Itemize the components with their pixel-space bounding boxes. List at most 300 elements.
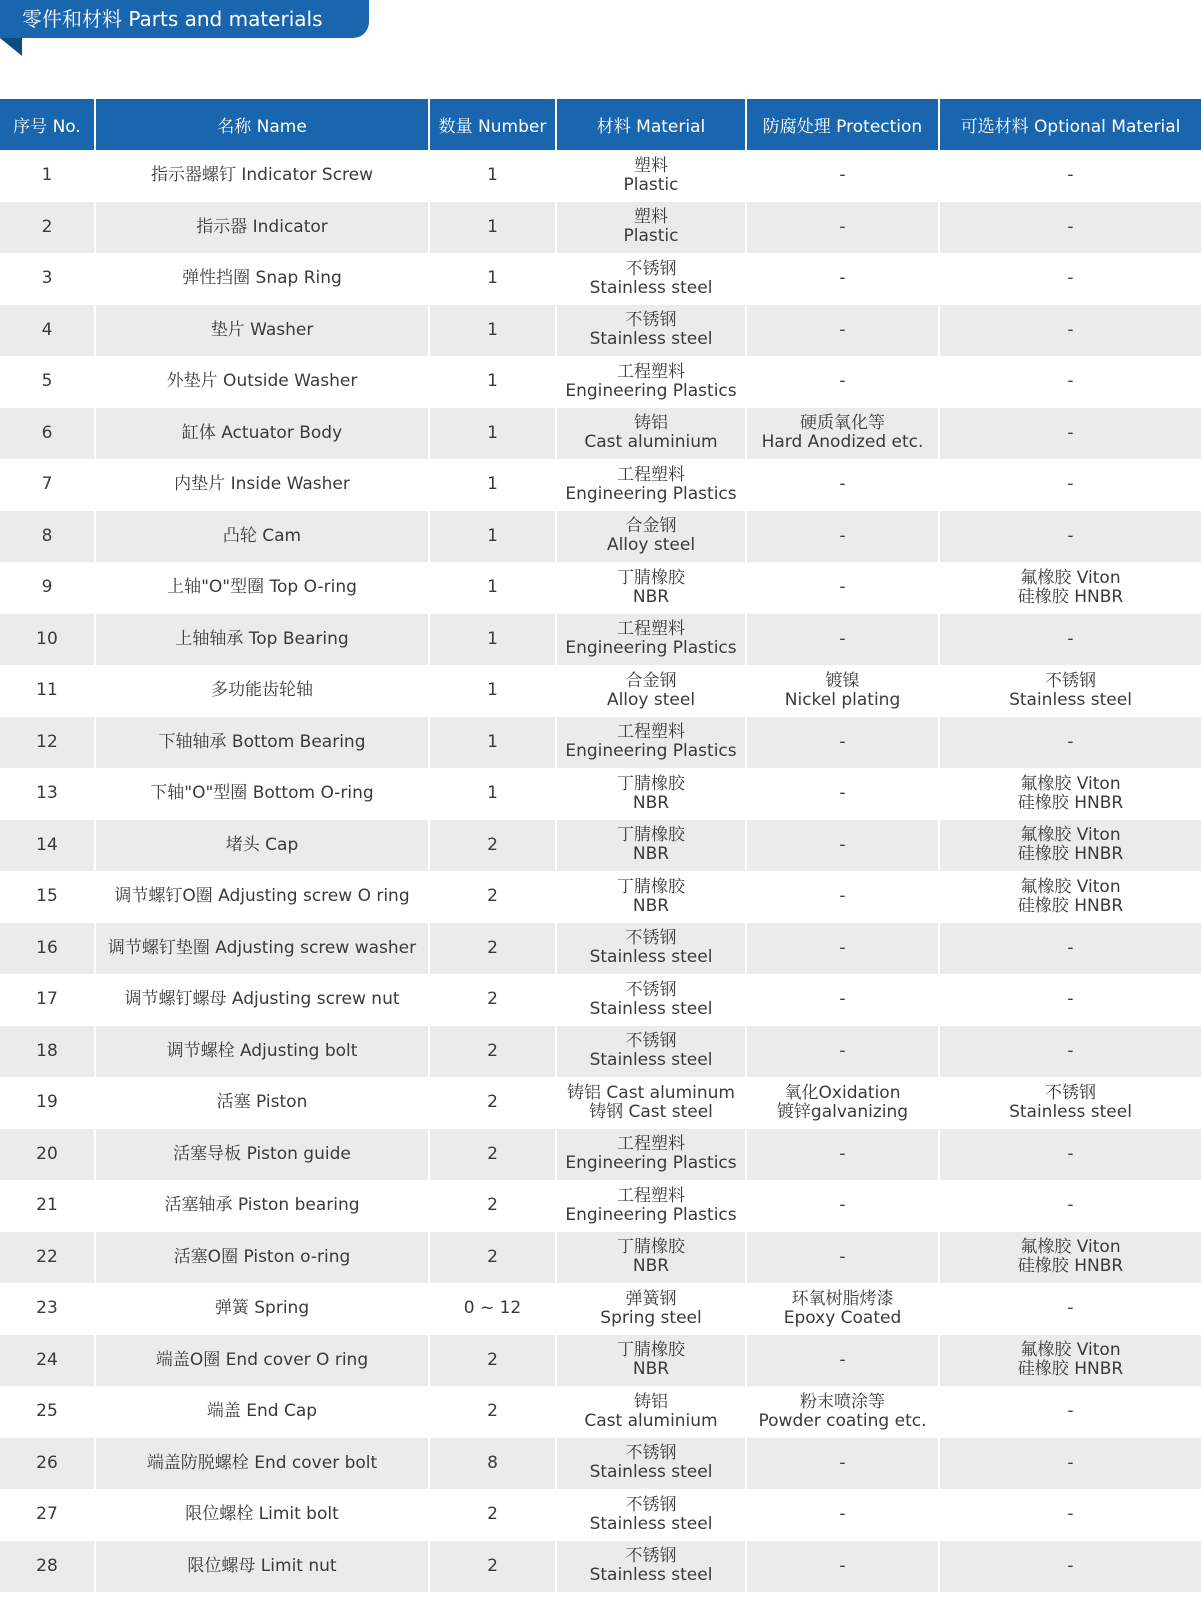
cell-number: 1 — [429, 768, 556, 820]
cell-optional-material — [939, 974, 1201, 1026]
cell-optional-material — [939, 305, 1201, 357]
table-row — [0, 150, 1201, 202]
cell-number: 2 — [429, 1232, 556, 1284]
cell-no: 20 — [0, 1129, 95, 1181]
cell-optional-material — [939, 1541, 1201, 1593]
cell-material — [556, 665, 746, 717]
cell-name: 垫片 Washer — [95, 305, 429, 357]
cell-material — [556, 717, 746, 769]
cell-protection-line: - — [839, 1452, 846, 1473]
cell-optional-material-line: - — [1067, 1401, 1074, 1422]
cell-protection-line: - — [839, 937, 846, 958]
cell-number: 2 — [429, 1335, 556, 1387]
cell-protection — [746, 562, 939, 614]
cell-number: 1 — [429, 511, 556, 563]
cell-material-line: Plastic — [623, 226, 679, 247]
table-row — [0, 562, 1201, 614]
cell-optional-material-line: 不锈钢 — [1045, 670, 1096, 691]
cell-name: 活塞 Piston — [95, 1077, 429, 1129]
cell-no: 26 — [0, 1438, 95, 1490]
cell-protection — [746, 871, 939, 923]
cell-material — [556, 202, 746, 254]
cell-protection-line: - — [839, 731, 846, 752]
cell-name: 内垫片 Inside Washer — [95, 459, 429, 511]
cell-material-line: Stainless steel — [589, 1462, 713, 1483]
cell-optional-material-line: - — [1067, 474, 1074, 495]
cell-material-line: Engineering Plastics — [565, 1153, 737, 1174]
cell-number: 2 — [429, 820, 556, 872]
cell-name: 活塞O圈 Piston o-ring — [95, 1232, 429, 1284]
cell-material — [556, 1283, 746, 1335]
cell-optional-material — [939, 717, 1201, 769]
cell-material-line: 工程塑料 — [617, 722, 685, 743]
cell-protection-line: - — [839, 989, 846, 1010]
table-row — [0, 1489, 1201, 1541]
cell-material — [556, 1489, 746, 1541]
cell-number: 1 — [429, 562, 556, 614]
cell-material-line: Cast aluminium — [584, 1410, 718, 1431]
cell-material-line: Engineering Plastics — [565, 741, 737, 762]
cell-no: 24 — [0, 1335, 95, 1387]
cell-name: 下轴"O"型圈 Bottom O-ring — [95, 768, 429, 820]
cell-material — [556, 253, 746, 305]
cell-material — [556, 768, 746, 820]
cell-no: 3 — [41, 268, 53, 289]
cell-name: 缸体 Actuator Body — [95, 408, 429, 460]
cell-protection — [746, 511, 939, 563]
cell-protection-line: Epoxy Coated — [783, 1307, 902, 1328]
column-header-material: 材料 Material — [556, 99, 746, 150]
cell-no: 27 — [36, 1504, 58, 1525]
cell-name: 活塞轴承 Piston bearing — [95, 1180, 429, 1232]
cell-protection — [746, 1386, 939, 1438]
cell-protection-line: 镀锌galvanizing — [776, 1101, 909, 1122]
table-row — [0, 253, 1201, 305]
cell-no: 7 — [41, 474, 53, 495]
cell-name: 端盖O圈 End cover O ring — [95, 1335, 429, 1387]
cell-optional-material-line: 硅橡胶 HNBR — [1017, 586, 1124, 607]
cell-number: 2 — [429, 1026, 556, 1078]
cell-number: 1 — [429, 665, 556, 717]
cell-optional-material — [939, 1335, 1201, 1387]
cell-optional-material — [939, 1386, 1201, 1438]
cell-number: 0 ~ 12 — [429, 1283, 556, 1335]
cell-protection-line: - — [839, 1555, 846, 1576]
cell-material-line: Alloy steel — [606, 689, 696, 710]
cell-protection-line: - — [839, 165, 846, 186]
cell-number: 1 — [429, 459, 556, 511]
cell-optional-material-line: - — [1067, 1195, 1074, 1216]
cell-material-line: 合金钢 — [625, 670, 677, 691]
cell-protection — [746, 150, 939, 202]
cell-material-line: 丁腈橡胶 — [617, 876, 685, 897]
table-row — [0, 1541, 1201, 1593]
cell-material — [556, 356, 746, 408]
cell-protection-line: - — [839, 1143, 846, 1164]
table-row — [0, 717, 1201, 769]
cell-optional-material — [939, 511, 1201, 563]
cell-optional-material — [939, 1129, 1201, 1181]
cell-protection-line: - — [839, 525, 846, 546]
cell-material-line: Alloy steel — [606, 535, 696, 556]
cell-protection-line: - — [839, 319, 846, 340]
cell-material-line: 丁腈橡胶 — [617, 1340, 685, 1361]
cell-no: 9 — [41, 577, 53, 598]
table-row — [0, 305, 1201, 357]
cell-protection — [746, 614, 939, 666]
cell-no: 25 — [36, 1401, 58, 1422]
cell-no: 13 — [36, 783, 58, 804]
table-row — [0, 1283, 1201, 1335]
cell-protection-line: - — [839, 1504, 846, 1525]
cell-number: 1 — [429, 253, 556, 305]
cell-material — [556, 1232, 746, 1284]
cell-material — [556, 150, 746, 202]
cell-name: 上轴"O"型圈 Top O-ring — [95, 562, 429, 614]
cell-material-line: 丁腈橡胶 — [617, 567, 685, 588]
cell-material-line: NBR — [632, 895, 670, 916]
cell-optional-material — [939, 923, 1201, 975]
table-row — [0, 974, 1201, 1026]
cell-no: 22 — [0, 1232, 95, 1284]
cell-material-line: NBR — [632, 1256, 670, 1277]
cell-optional-material-line: Stainless steel — [1009, 689, 1132, 710]
cell-protection — [746, 1335, 939, 1387]
cell-no: 1 — [41, 165, 53, 186]
cell-material-line: 工程塑料 — [617, 1134, 685, 1155]
cell-protection — [746, 408, 939, 460]
table-row — [0, 459, 1201, 511]
cell-protection-line: 氧化Oxidation — [784, 1082, 901, 1103]
cell-material-line: 工程塑料 — [617, 464, 685, 485]
cell-name: 指示器螺钉 Indicator Screw — [95, 150, 429, 202]
table-row — [0, 1438, 1201, 1490]
table-row — [0, 202, 1201, 254]
cell-name: 调节螺钉螺母 Adjusting screw nut — [95, 974, 429, 1026]
cell-optional-material-line: 硅橡胶 HNBR — [1017, 895, 1124, 916]
cell-no: 6 — [0, 408, 95, 460]
cell-no: 12 — [0, 717, 95, 769]
cell-protection-line: - — [839, 783, 846, 804]
cell-optional-material — [939, 1077, 1201, 1129]
cell-optional-material — [939, 1489, 1201, 1541]
cell-name: 调节螺钉O圈 Adjusting screw O ring — [95, 871, 429, 923]
cell-material-line: Engineering Plastics — [565, 380, 737, 401]
cell-optional-material-line: - — [1067, 1143, 1074, 1164]
cell-number: 2 — [429, 1386, 556, 1438]
cell-material — [556, 305, 746, 357]
cell-optional-material-line: 硅橡胶 HNBR — [1017, 792, 1124, 813]
cell-material-line: 不锈钢 — [625, 310, 677, 331]
cell-no: 17 — [36, 989, 58, 1010]
cell-material — [556, 1026, 746, 1078]
cell-number: 1 — [429, 356, 556, 408]
cell-optional-material-line: - — [1067, 422, 1074, 443]
cell-material-line: 工程塑料 — [617, 1185, 685, 1206]
cell-material-line: 合金钢 — [625, 516, 677, 537]
cell-number: 1 — [429, 717, 556, 769]
table-row — [0, 768, 1201, 820]
cell-optional-material-line: - — [1067, 1452, 1074, 1473]
cell-name: 凸轮 Cam — [95, 511, 429, 563]
cell-material — [556, 562, 746, 614]
cell-no: 23 — [36, 1298, 58, 1319]
cell-material-line: Engineering Plastics — [565, 1204, 737, 1225]
cell-name: 端盖 End Cap — [95, 1386, 429, 1438]
cell-optional-material-line: - — [1067, 731, 1074, 752]
cell-material — [556, 1077, 746, 1129]
cell-no: 5 — [41, 371, 53, 392]
cell-protection — [746, 820, 939, 872]
table-row — [0, 511, 1201, 563]
table-row — [0, 923, 1201, 975]
column-header-protection: 防腐处理 Protection — [746, 99, 939, 150]
cell-material-line: 不锈钢 — [625, 258, 677, 279]
cell-material-line: Stainless steel — [589, 1565, 713, 1586]
column-header-no: 序号 No. — [0, 99, 95, 150]
table-row — [0, 1386, 1201, 1438]
cell-material-line: Stainless steel — [589, 947, 713, 968]
cell-protection-line: 粉末喷涂等 — [800, 1391, 885, 1412]
cell-protection-line: 镀镍 — [825, 670, 860, 691]
cell-no: 4 — [0, 305, 95, 357]
cell-no: 16 — [0, 923, 95, 975]
table-body — [0, 150, 1201, 1592]
column-header-optional-material: 可选材料 Optional Material — [939, 99, 1201, 150]
cell-protection-line: - — [839, 1040, 846, 1061]
cell-name: 调节螺栓 Adjusting bolt — [95, 1026, 429, 1078]
cell-optional-material-line: - — [1067, 525, 1074, 546]
cell-material-line: 铸铝 — [634, 1391, 668, 1412]
cell-protection — [746, 1438, 939, 1490]
cell-no: 8 — [0, 511, 95, 563]
table-header-row — [0, 99, 1201, 150]
cell-optional-material — [939, 356, 1201, 408]
cell-name: 弹簧 Spring — [95, 1283, 429, 1335]
cell-protection — [746, 1489, 939, 1541]
parts-table — [0, 99, 1201, 1592]
cell-number: 1 — [429, 202, 556, 254]
cell-material — [556, 408, 746, 460]
cell-material-line: Stainless steel — [589, 998, 713, 1019]
cell-number: 2 — [429, 1129, 556, 1181]
cell-material — [556, 974, 746, 1026]
cell-optional-material-line: - — [1067, 1040, 1074, 1061]
cell-material — [556, 511, 746, 563]
column-header-name: 名称 Name — [95, 99, 429, 150]
cell-name: 多功能齿轮轴 — [95, 665, 429, 717]
cell-material-line: 不锈钢 — [625, 1546, 677, 1567]
table-row — [0, 1232, 1201, 1284]
cell-protection-line: 硬质氧化等 — [800, 413, 885, 434]
cell-protection — [746, 665, 939, 717]
cell-number: 2 — [429, 1541, 556, 1593]
cell-optional-material-line: 氟橡胶 Viton — [1020, 825, 1121, 846]
cell-material — [556, 1541, 746, 1593]
cell-material-line: 丁腈橡胶 — [617, 825, 685, 846]
cell-protection-line: 环氧树脂烤漆 — [791, 1288, 894, 1309]
cell-no: 10 — [0, 614, 95, 666]
cell-protection-line: - — [839, 834, 846, 855]
cell-number: 2 — [429, 871, 556, 923]
cell-material-line: 工程塑料 — [617, 361, 685, 382]
cell-optional-material-line: 氟橡胶 Viton — [1020, 773, 1121, 794]
cell-optional-material — [939, 150, 1201, 202]
cell-optional-material — [939, 820, 1201, 872]
cell-material-line: 不锈钢 — [625, 1031, 677, 1052]
cell-material — [556, 459, 746, 511]
cell-protection — [746, 202, 939, 254]
cell-name: 下轴轴承 Bottom Bearing — [95, 717, 429, 769]
cell-number: 1 — [429, 150, 556, 202]
cell-material — [556, 1438, 746, 1490]
cell-material-line: Plastic — [623, 174, 679, 195]
cell-material-line: 塑料 — [634, 207, 668, 228]
cell-material — [556, 1386, 746, 1438]
cell-material-line: 工程塑料 — [617, 619, 685, 640]
cell-protection — [746, 1129, 939, 1181]
cell-material — [556, 820, 746, 872]
cell-protection — [746, 356, 939, 408]
cell-name: 限位螺栓 Limit bolt — [95, 1489, 429, 1541]
cell-material-line: Stainless steel — [589, 329, 713, 350]
cell-name: 弹性挡圈 Snap Ring — [95, 253, 429, 305]
cell-protection — [746, 974, 939, 1026]
cell-protection — [746, 1180, 939, 1232]
cell-optional-material-line: - — [1067, 371, 1074, 392]
cell-material-line: 不锈钢 — [625, 979, 677, 1000]
cell-optional-material — [939, 768, 1201, 820]
table-row — [0, 820, 1201, 872]
cell-protection-line: - — [839, 1195, 846, 1216]
cell-protection-line: Powder coating etc. — [758, 1410, 927, 1431]
cell-optional-material-line: - — [1067, 628, 1074, 649]
cell-optional-material-line: - — [1067, 1555, 1074, 1576]
cell-material-line: 丁腈橡胶 — [617, 773, 685, 794]
cell-optional-material — [939, 1026, 1201, 1078]
cell-optional-material-line: 硅橡胶 HNBR — [1017, 1359, 1124, 1380]
cell-name: 调节螺钉垫圈 Adjusting screw washer — [95, 923, 429, 975]
cell-optional-material — [939, 614, 1201, 666]
cell-optional-material-line: - — [1067, 165, 1074, 186]
cell-optional-material-line: - — [1067, 1298, 1074, 1319]
cell-protection — [746, 1541, 939, 1593]
cell-material-line: Stainless steel — [589, 1050, 713, 1071]
cell-optional-material-line: 氟橡胶 Viton — [1020, 876, 1121, 897]
cell-material-line: Spring steel — [600, 1307, 702, 1328]
table-row — [0, 408, 1201, 460]
cell-optional-material — [939, 1180, 1201, 1232]
cell-optional-material-line: - — [1067, 1504, 1074, 1525]
cell-material-line: Cast aluminium — [584, 432, 718, 453]
banner-tail — [0, 38, 22, 56]
cell-optional-material-line: 氟橡胶 Viton — [1020, 1237, 1121, 1258]
cell-material-line: Engineering Plastics — [565, 483, 737, 504]
cell-material-line: 丁腈橡胶 — [617, 1237, 685, 1258]
cell-protection-line: - — [839, 577, 846, 598]
cell-protection — [746, 305, 939, 357]
cell-material-line: Engineering Plastics — [565, 638, 737, 659]
cell-material — [556, 614, 746, 666]
cell-material-line: 不锈钢 — [625, 928, 677, 949]
cell-optional-material — [939, 665, 1201, 717]
cell-number: 2 — [429, 1180, 556, 1232]
cell-protection — [746, 459, 939, 511]
cell-optional-material-line: - — [1067, 268, 1074, 289]
cell-protection-line: - — [839, 1246, 846, 1267]
table-row — [0, 1180, 1201, 1232]
cell-number: 2 — [429, 923, 556, 975]
cell-name: 限位螺母 Limit nut — [95, 1541, 429, 1593]
cell-number: 2 — [429, 1077, 556, 1129]
cell-optional-material — [939, 562, 1201, 614]
cell-optional-material-line: 硅橡胶 HNBR — [1017, 1256, 1124, 1277]
cell-no: 15 — [36, 886, 58, 907]
table-row — [0, 1026, 1201, 1078]
cell-material-line: NBR — [632, 1359, 670, 1380]
cell-name: 端盖防脱螺栓 End cover bolt — [95, 1438, 429, 1490]
cell-optional-material-line: Stainless steel — [1009, 1101, 1132, 1122]
cell-no: 21 — [36, 1195, 58, 1216]
cell-optional-material-line: - — [1067, 319, 1074, 340]
cell-number: 2 — [429, 1489, 556, 1541]
cell-material — [556, 1129, 746, 1181]
cell-protection — [746, 717, 939, 769]
cell-protection-line: - — [839, 1349, 846, 1370]
cell-optional-material-line: - — [1067, 989, 1074, 1010]
cell-name: 活塞导板 Piston guide — [95, 1129, 429, 1181]
cell-no: 19 — [36, 1092, 58, 1113]
cell-protection — [746, 768, 939, 820]
cell-material — [556, 1180, 746, 1232]
cell-material-line: Stainless steel — [589, 277, 713, 298]
cell-protection — [746, 253, 939, 305]
cell-optional-material — [939, 871, 1201, 923]
column-header-number: 数量 Number — [429, 99, 556, 150]
cell-protection-line: - — [839, 474, 846, 495]
table-row — [0, 1077, 1201, 1129]
cell-number: 1 — [429, 408, 556, 460]
cell-protection-line: - — [839, 268, 846, 289]
cell-protection — [746, 1232, 939, 1284]
cell-material-line: 铸钢 Cast steel — [589, 1101, 713, 1122]
cell-protection — [746, 1283, 939, 1335]
cell-no: 2 — [0, 202, 95, 254]
cell-material-line: NBR — [632, 792, 670, 813]
cell-optional-material-line: - — [1067, 216, 1074, 237]
cell-number: 2 — [429, 974, 556, 1026]
cell-name: 堵头 Cap — [95, 820, 429, 872]
cell-no: 18 — [0, 1026, 95, 1078]
cell-material-line: 塑料 — [634, 155, 668, 176]
cell-material-line: 铸铝 — [634, 413, 668, 434]
cell-protection-line: Nickel plating — [784, 689, 901, 710]
cell-material — [556, 923, 746, 975]
cell-material — [556, 1335, 746, 1387]
cell-material-line: Stainless steel — [589, 1513, 713, 1534]
cell-optional-material-line: 氟橡胶 Viton — [1020, 1340, 1121, 1361]
cell-name: 外垫片 Outside Washer — [95, 356, 429, 408]
cell-optional-material — [939, 1232, 1201, 1284]
cell-name: 指示器 Indicator — [95, 202, 429, 254]
cell-protection-line: Hard Anodized etc. — [761, 432, 924, 453]
cell-optional-material — [939, 408, 1201, 460]
cell-optional-material — [939, 1438, 1201, 1490]
cell-protection-line: - — [839, 628, 846, 649]
cell-protection-line: - — [839, 886, 846, 907]
cell-protection — [746, 1077, 939, 1129]
table-row — [0, 665, 1201, 717]
